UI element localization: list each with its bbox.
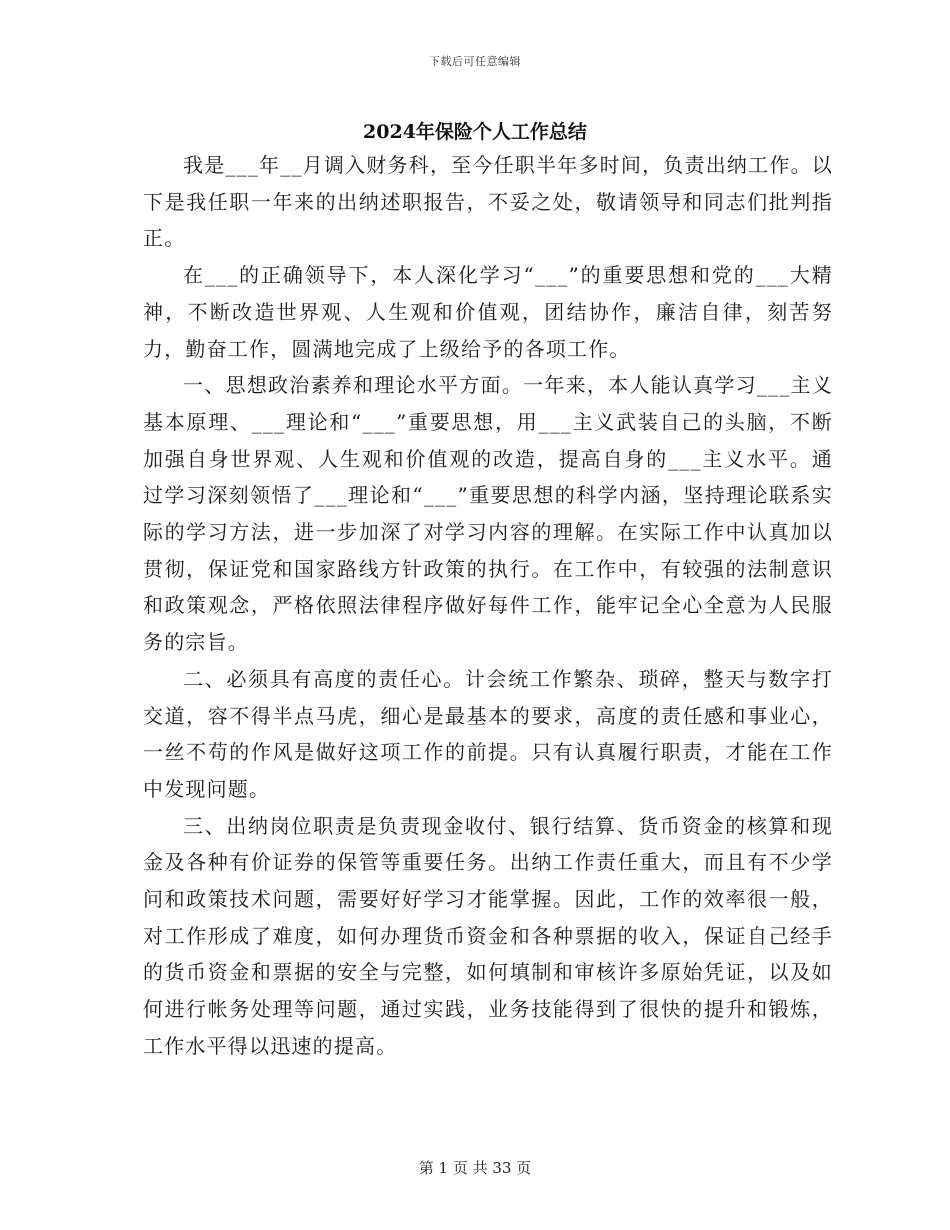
paragraph-leadership: 在___的正确领导下，本人深化学习“___”的重要思想和党的___大精神，不断改造世界观、人生观和价值观，团结协作，廉洁自律，刻苦努力，勤奋工作，圆满地完成了上级给予的各项工作。	[143, 263, 833, 361]
page-number-footer: 第 1 页 共 33 页	[418, 1159, 532, 1177]
paragraph-section-one: 一、思想政治素养和理论水平方面。一年来，本人能认真学习___主义基本原理、___理论和“___”重要思想，用___主义武装自己的头脑，不断加强自身世界观、人生观和价值观的改造，提高自身的___主义水平。通过学习深刻领悟了___理论和“___”重要思想的科学内涵，坚持理论联系实际的学习方法，进一步加深了对学习内容的理解。在实际工作中认真加以贯彻，保证党和国家路线方针政策的执行。在工作中，有较强的法制意识和政策观念，严格依照法律程序做好每件工作，能牢记全心全意为人民服务的宗旨。	[143, 373, 833, 655]
document-title: 2024年保险个人工作总结	[363, 121, 587, 143]
header-note: 下载后可任意编辑	[429, 55, 521, 68]
paragraph-section-three: 三、出纳岗位职责是负责现金收付、银行结算、货币资金的核算和现金及各种有价证券的保管等重要任务。出纳工作责任重大，而且有不少学问和政策技术问题，需要好好学习才能掌握。因此，工作的效率很一般，对工作形成了难度，如何办理货币资金和各种票据的收入，保证自己经手的货币资金和票据的安全与完整，如何填制和审核许多原始凭证，以及如何进行帐务处理等问题，通过实践，业务技能得到了很快的提升和锻炼，工作水平得以迅速的提高。	[143, 813, 833, 1058]
document-body	[143, 147, 833, 1065]
paragraph-section-two: 二、必须具有高度的责任心。计会统工作繁杂、琐碎，整天与数字打交道，容不得半点马虎，细心是最基本的要求，高度的责任感和事业心，一丝不苟的作风是做好这项工作的前提。只有认真履行职责，才能在工作中发现问题。	[143, 666, 833, 801]
paragraph-intro: 我是___年__月调入财务科，至今任职半年多时间，负责出纳工作。以下是我任职一年来的出纳述职报告，不妥之处，敬请领导和同志们批判指正。	[143, 153, 833, 251]
